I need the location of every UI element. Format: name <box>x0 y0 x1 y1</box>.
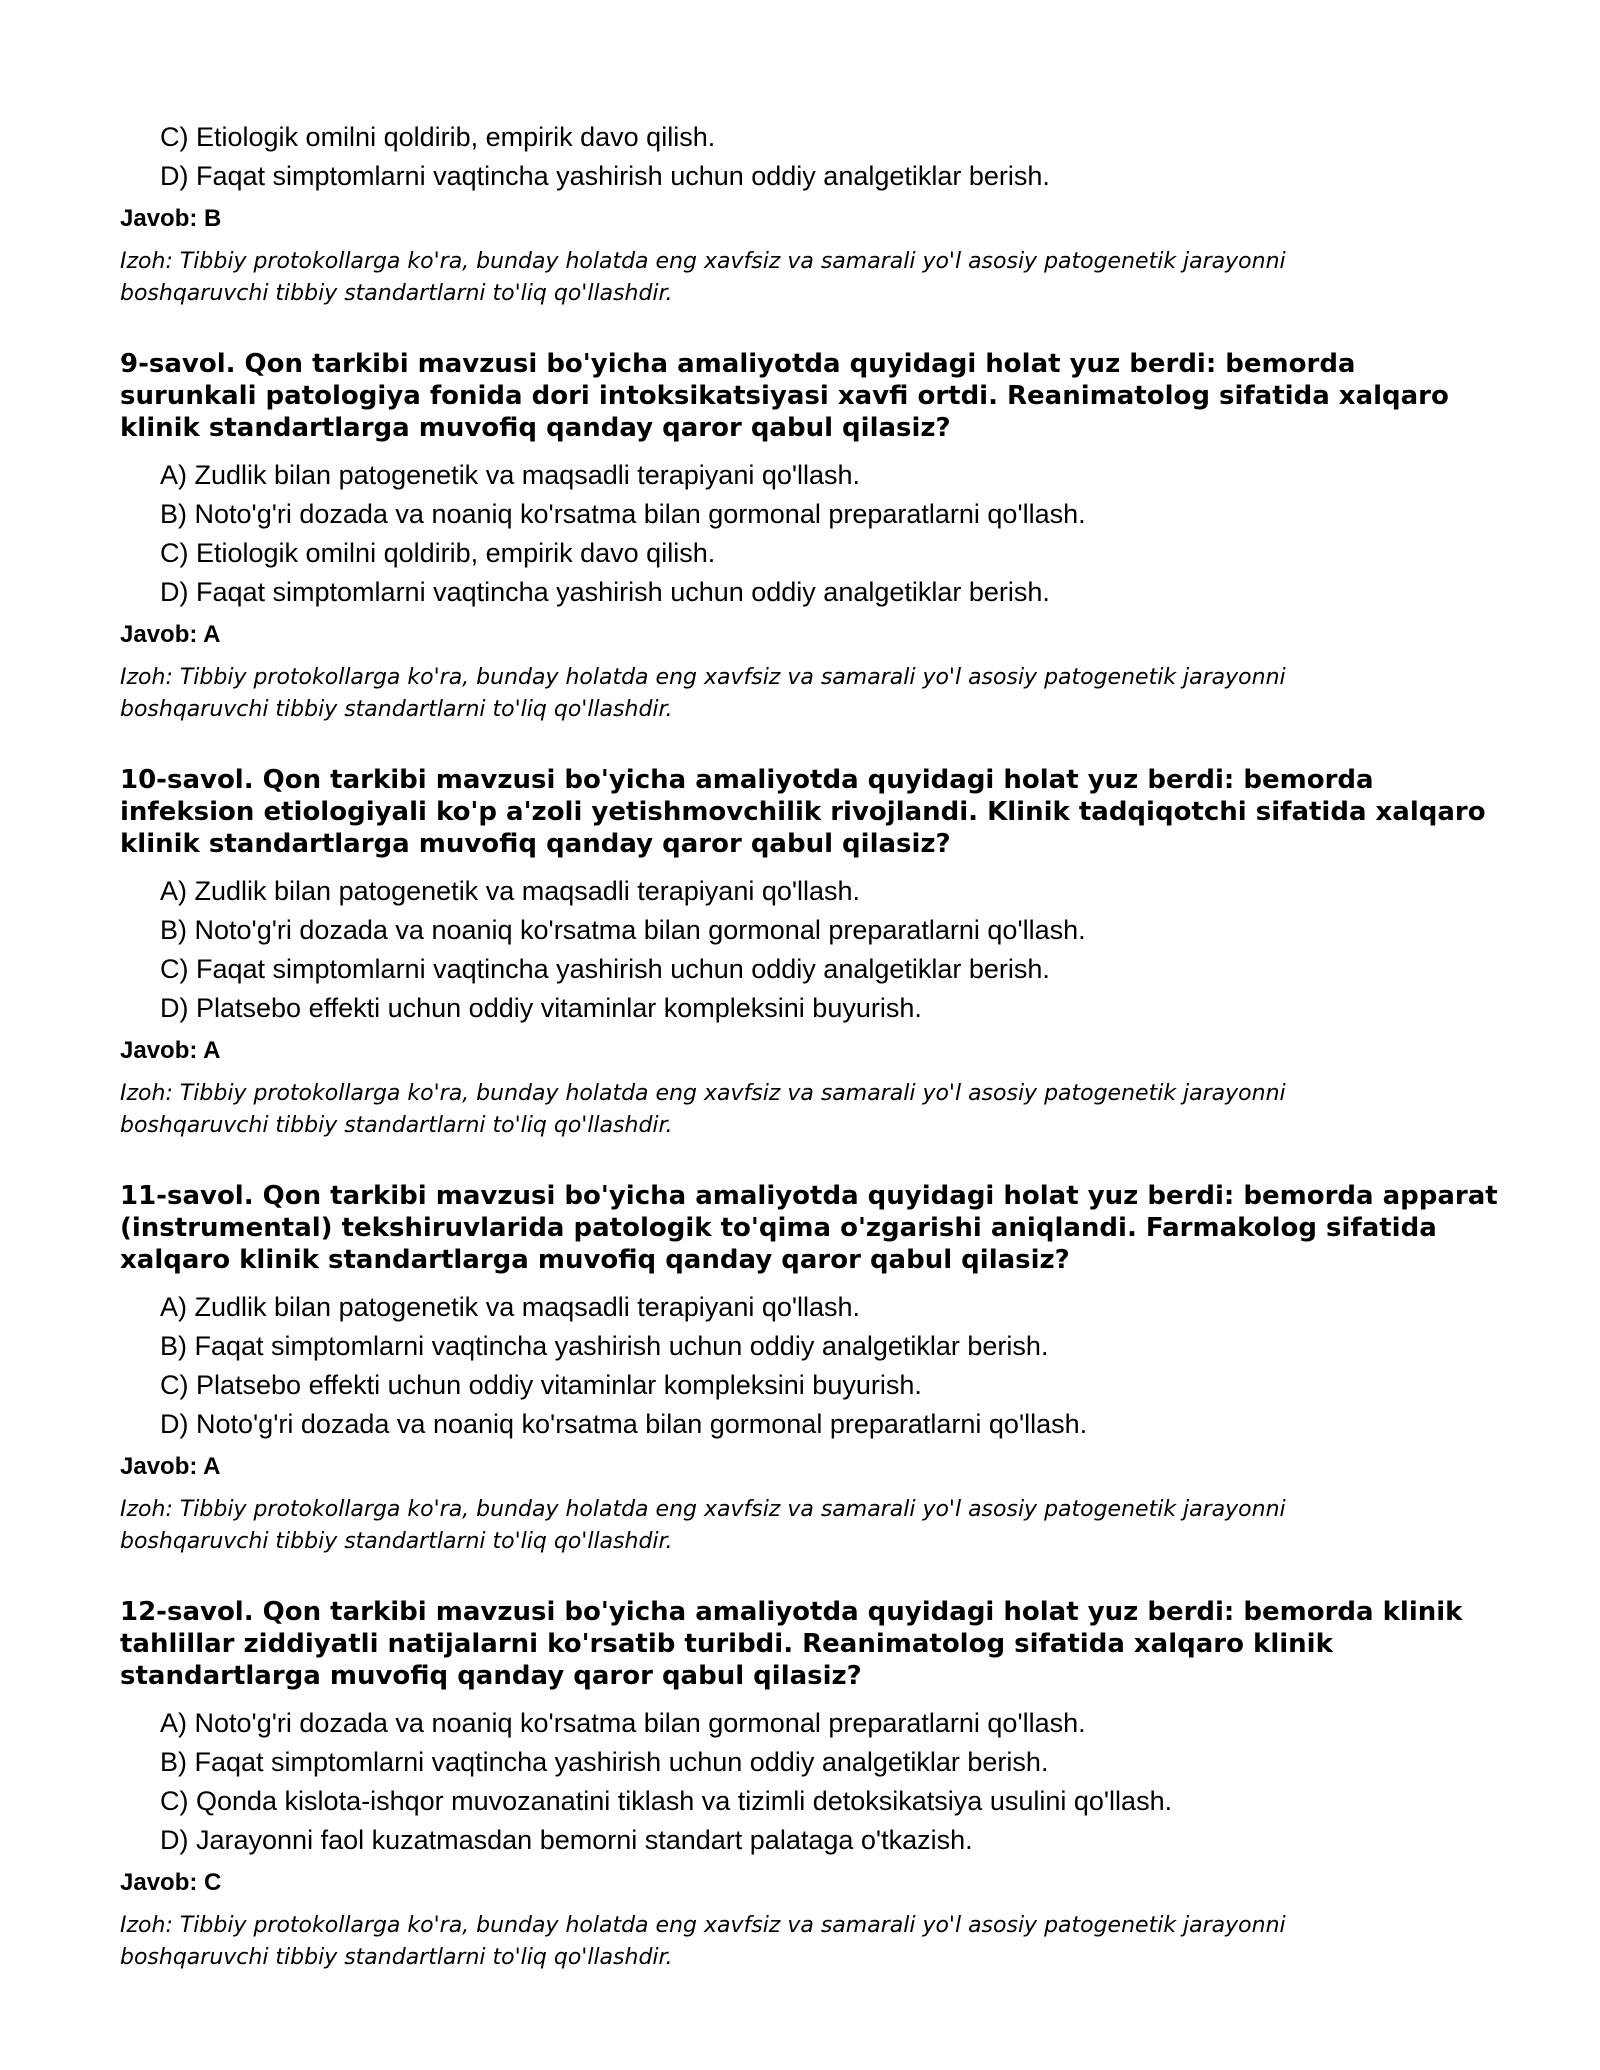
option-b: B) Faqat simptomlarni vaqtincha yashirish uchun oddiy analgetiklar berish. <box>160 1747 1049 1777</box>
explanation-note: Izoh: Tibbiy protokollarga ko'ra, bunday holatda eng xavfsiz va samarali yo'l asosiy patogenetik jarayonni boshqaruvchi tibbiy standartlarni to'liq qo'llashdir. <box>120 1497 1286 1554</box>
option-c: C) Faqat simptomlarni vaqtincha yashirish uchun oddiy analgetiklar berish. <box>160 954 1050 984</box>
option-b: B) Noto'g'ri dozada va noaniq ko'rsatma bilan gormonal preparatlarni qo'llash. <box>160 499 1086 529</box>
explanation-note: Izoh: Tibbiy protokollarga ko'ra, bunday holatda eng xavfsiz va samarali yo'l asosiy patogenetik jarayonni boshqaruvchi tibbiy standartlarni to'liq qo'llashdir. <box>120 1081 1286 1138</box>
answer-label: Javob: C <box>120 1869 222 1896</box>
option-d: D) Platsebo effekti uchun oddiy vitaminlar kompleksini buyurish. <box>160 993 922 1023</box>
option-a: A) Noto'g'ri dozada va noaniq ko'rsatma bilan gormonal preparatlarni qo'llash. <box>160 1708 1086 1738</box>
question-block-12 <box>120 1596 1500 1974</box>
option-a: A) Zudlik bilan patogenetik va maqsadli terapiyani qo'llash. <box>160 876 861 906</box>
option-d: D) Jarayonni faol kuzatmasdan bemorni standart palataga o'tkazish. <box>160 1825 973 1855</box>
option-a: A) Zudlik bilan patogenetik va maqsadli terapiyani qo'llash. <box>160 460 861 490</box>
option-c: C) Etiologik omilni qoldirib, empirik davo qilish. <box>160 122 716 152</box>
explanation-note: Izoh: Tibbiy protokollarga ko'ra, bunday holatda eng xavfsiz va samarali yo'l asosiy patogenetik jarayonni boshqaruvchi tibbiy standartlarni to'liq qo'llashdir. <box>120 249 1286 306</box>
answer-label: Javob: A <box>120 1037 221 1064</box>
option-b: B) Noto'g'ri dozada va noaniq ko'rsatma bilan gormonal preparatlarni qo'llash. <box>160 915 1086 945</box>
option-b: B) Faqat simptomlarni vaqtincha yashirish uchun oddiy analgetiklar berish. <box>160 1331 1049 1361</box>
question-text: 9-savol. Qon tarkibi mavzusi bo'yicha amaliyotda quyidagi holat yuz berdi: bemorda surunkali patologiya fonida dori intoksikatsiyasi xavfi ortdi. Reanimatolog sifatida xalqaro klinik standartlarga muvofiq qanday qaror qabul qilasiz? <box>120 349 1449 443</box>
previous-question-fragment <box>120 118 1500 310</box>
option-c: C) Platsebo effekti uchun oddiy vitaminlar kompleksini buyurish. <box>160 1370 922 1400</box>
option-d: D) Faqat simptomlarni vaqtincha yashirish uchun oddiy analgetiklar berish. <box>160 161 1050 191</box>
question-text: 10-savol. Qon tarkibi mavzusi bo'yicha amaliyotda quyidagi holat yuz berdi: bemorda infeksion etiologiyali ko'p a'zoli yetishmovchilik rivojlandi. Klinik tadqiqotchi sifatida xalqaro klinik standartlarga muvofiq qanday qaror qabul qilasiz? <box>120 765 1486 859</box>
question-block-11 <box>120 1180 1500 1558</box>
answer-label: Javob: A <box>120 1453 221 1480</box>
option-d: D) Noto'g'ri dozada va noaniq ko'rsatma bilan gormonal preparatlarni qo'llash. <box>160 1409 1088 1439</box>
explanation-note: Izoh: Tibbiy protokollarga ko'ra, bunday holatda eng xavfsiz va samarali yo'l asosiy patogenetik jarayonni boshqaruvchi tibbiy standartlarni to'liq qo'llashdir. <box>120 665 1286 722</box>
option-a: A) Zudlik bilan patogenetik va maqsadli terapiyani qo'llash. <box>160 1292 861 1322</box>
option-c: C) Qonda kislota-ishqor muvozanatini tiklash va tizimli detoksikatsiya usulini qo'llash. <box>160 1786 1173 1816</box>
question-text: 11-savol. Qon tarkibi mavzusi bo'yicha amaliyotda quyidagi holat yuz berdi: bemorda apparat (instrumental) tekshiruvlarida patologik to'qima o'zgarishi aniqlandi. Farmakolog sifatida xalqaro klinik standartlarga muvofiq qanday qaror qabul qilasiz? <box>120 1181 1498 1275</box>
question-block-10 <box>120 764 1500 1142</box>
option-c: C) Etiologik omilni qoldirib, empirik davo qilish. <box>160 538 716 568</box>
question-block-9 <box>120 348 1500 726</box>
question-text: 12-savol. Qon tarkibi mavzusi bo'yicha amaliyotda quyidagi holat yuz berdi: bemorda klinik tahlillar ziddiyatli natijalarni ko'rsatib turibdi. Reanimatolog sifatida xalqaro klinik standartlarga muvofiq qanday qaror qabul qilasiz? <box>120 1597 1463 1691</box>
answer-label: Javob: A <box>120 621 221 648</box>
document-page <box>120 118 1500 1974</box>
answer-label: Javob: B <box>120 205 222 232</box>
option-d: D) Faqat simptomlarni vaqtincha yashirish uchun oddiy analgetiklar berish. <box>160 577 1050 607</box>
explanation-note: Izoh: Tibbiy protokollarga ko'ra, bunday holatda eng xavfsiz va samarali yo'l asosiy patogenetik jarayonni boshqaruvchi tibbiy standartlarni to'liq qo'llashdir. <box>120 1913 1286 1970</box>
